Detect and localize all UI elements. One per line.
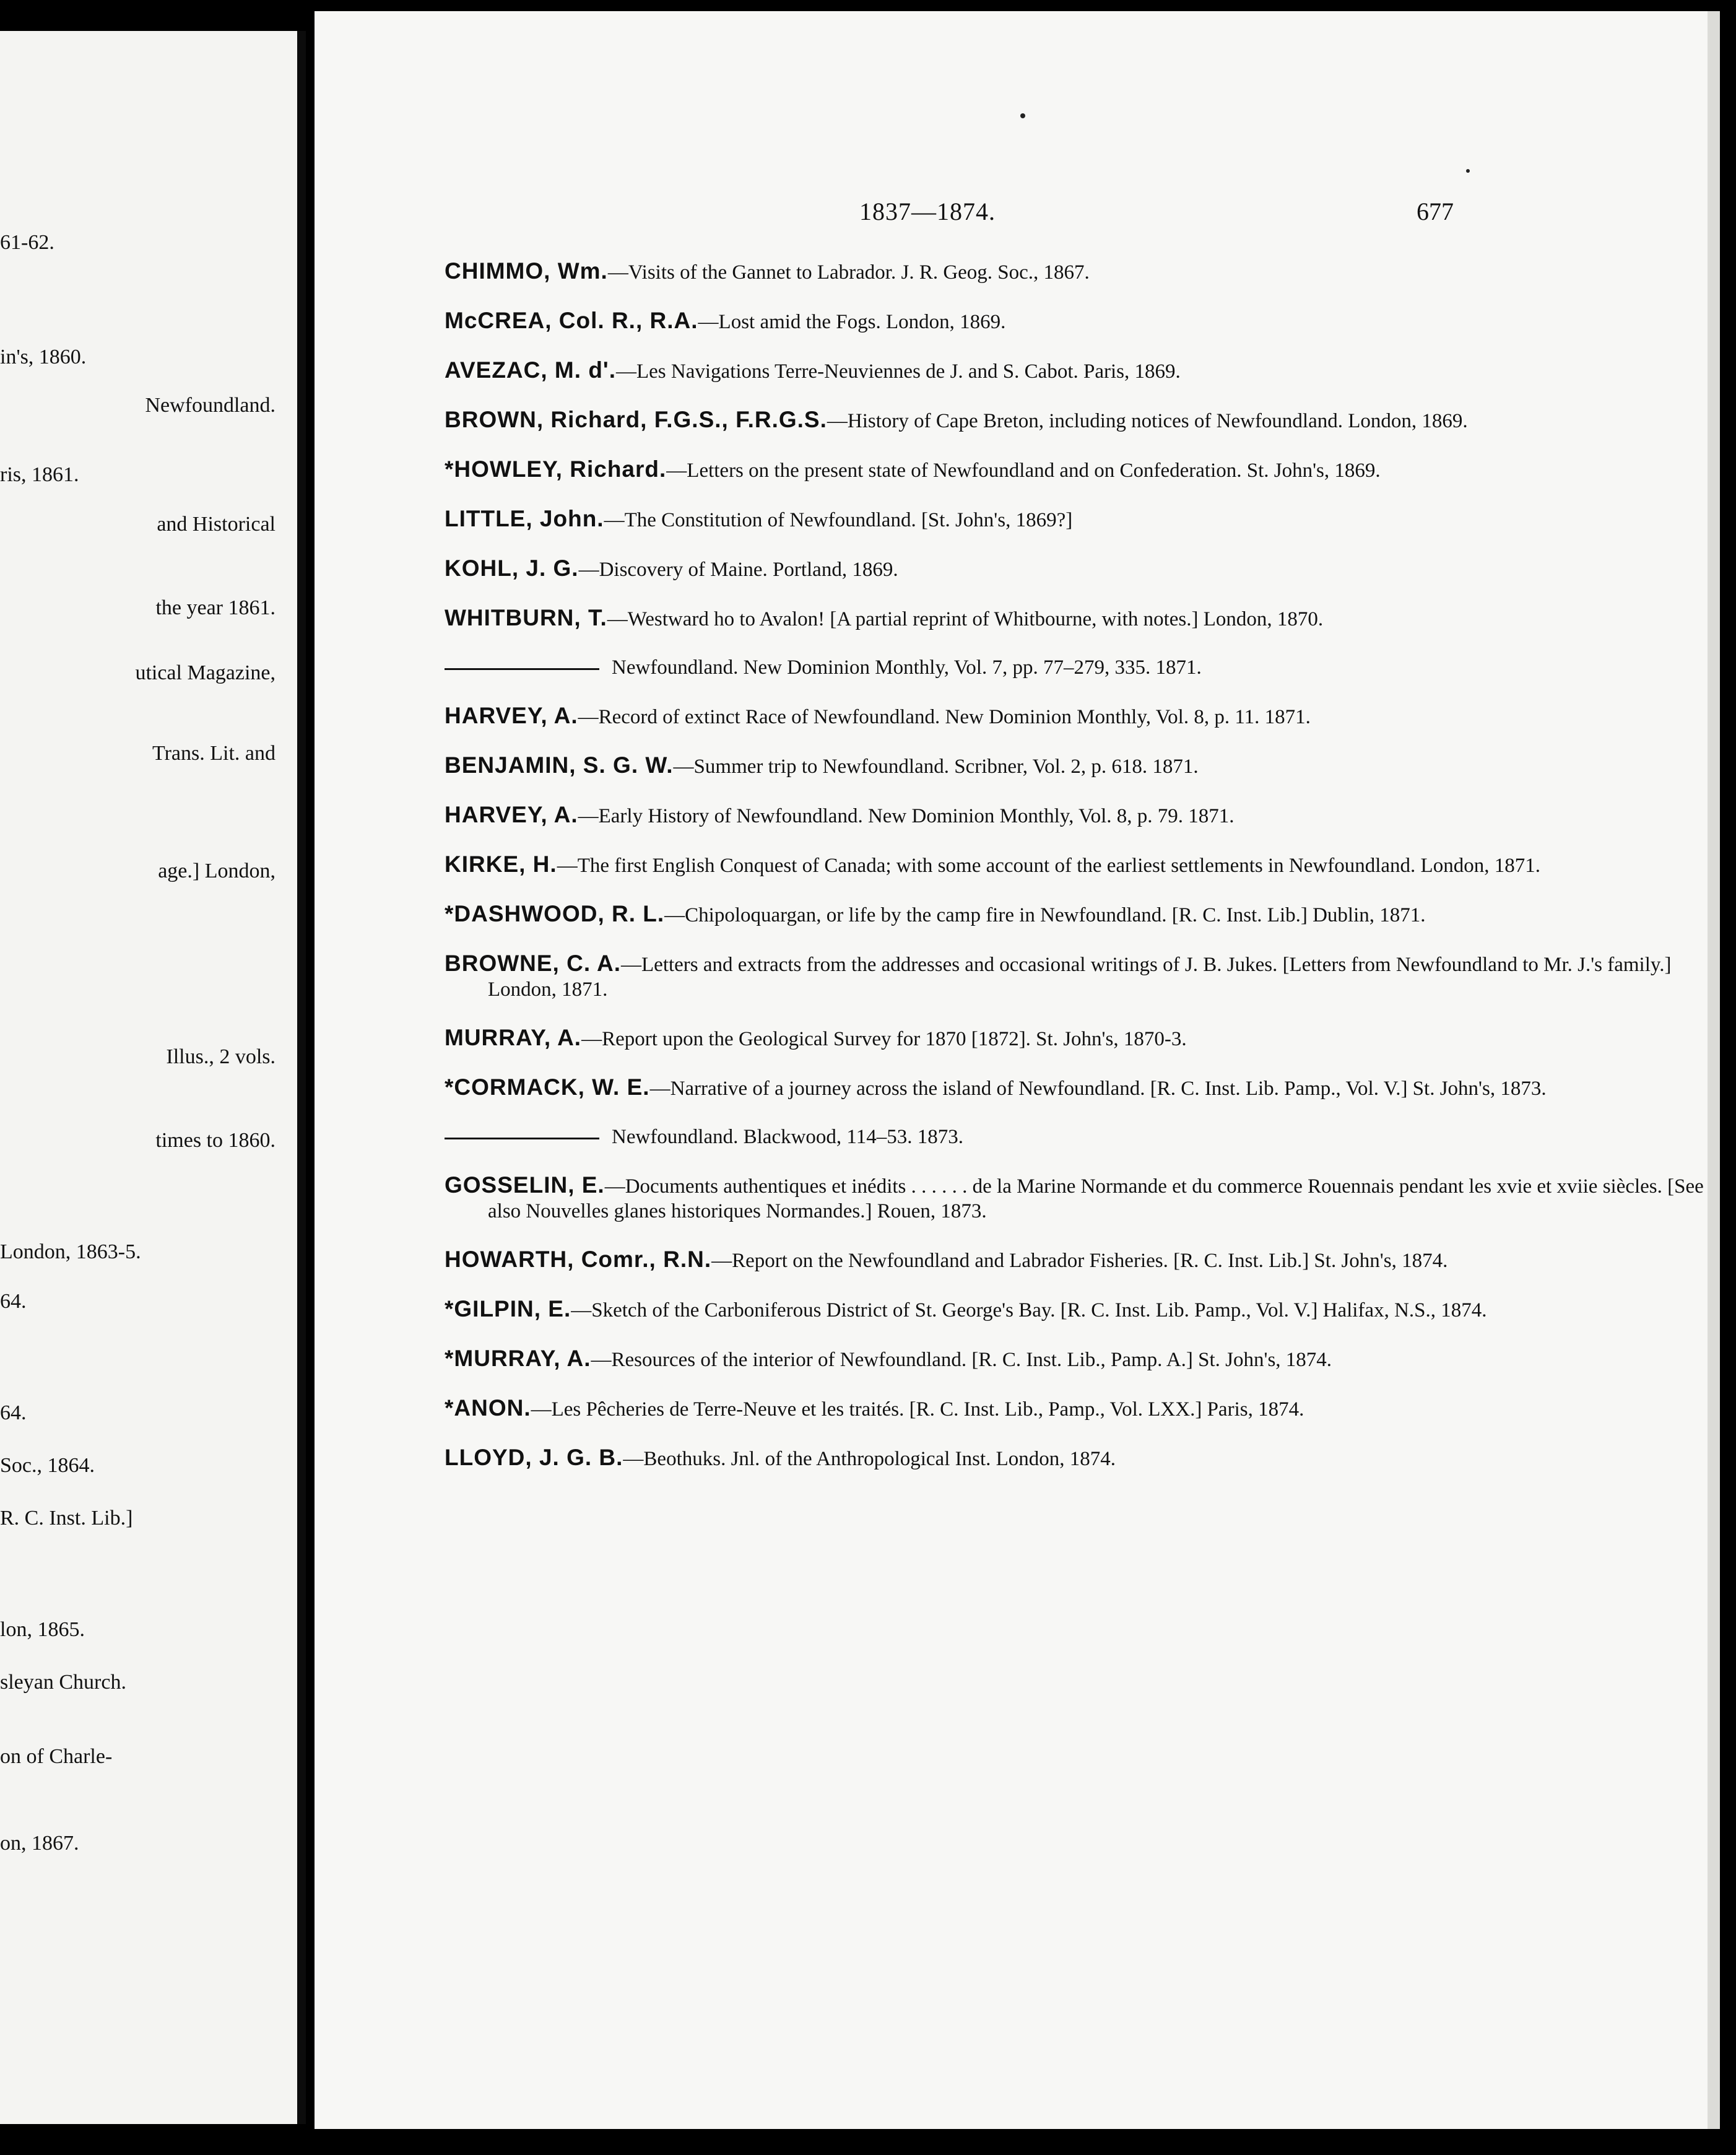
entry-author: HOWARTH, Comr., R.N. — [445, 1247, 712, 1272]
entry-author: KIRKE, H. — [445, 851, 557, 877]
left-fragment-line: London, 1863-5. — [0, 1240, 141, 1263]
entry-text: Newfoundland. Blackwood, 114–53. 1873. — [612, 1126, 963, 1148]
entry-author: *ANON. — [445, 1395, 531, 1421]
left-fragment-line: and Historical — [157, 513, 276, 536]
left-fragment-line: 61-62. — [0, 231, 54, 254]
entry-author: McCREA, Col. R., R.A. — [445, 308, 698, 333]
bibliography-entry — [445, 1247, 1736, 1273]
left-fragment-line: in's, 1860. — [0, 346, 87, 368]
bibliography-entry — [445, 1125, 1736, 1149]
page-header — [315, 197, 1708, 228]
bibliography-entry — [445, 703, 1736, 729]
entry-text: —Record of extinct Race of Newfoundland. New Dominion Monthly, Vol. 8, p. 11. 1871. — [578, 706, 1311, 728]
left-page-fragment — [0, 31, 297, 2124]
bibliography-entry — [445, 803, 1736, 829]
entry-text: —Report upon the Geological Survey for 1870 [1872]. St. John's, 1870-3. — [581, 1028, 1187, 1050]
ink-speck — [1466, 169, 1470, 173]
right-page — [315, 11, 1720, 2129]
entry-author: *GILPIN, E. — [445, 1296, 571, 1321]
left-fragment-line: on, 1867. — [0, 1832, 79, 1855]
entry-author: CHIMMO, Wm. — [445, 258, 608, 284]
ditto-rule — [445, 668, 599, 670]
bibliography-entry — [445, 507, 1736, 533]
bibliography-entry — [445, 1396, 1736, 1422]
entry-text: —Les Pêcheries de Terre-Neuve et les traités. [R. C. Inst. Lib., Pamp., Vol. LXX.] Paris, 1874. — [531, 1398, 1304, 1421]
entry-text: —Letters and extracts from the addresses and occasional writings of J. B. Jukes. [Letters from Newfoundland to Mr. J.'s family.] London, 1871. — [488, 954, 1672, 1001]
left-fragment-line: 64. — [0, 1290, 27, 1313]
entry-author: BENJAMIN, S. G. W. — [445, 752, 674, 778]
bibliography-entry — [445, 556, 1736, 582]
entry-text: —Early History of Newfoundland. New Dominion Monthly, Vol. 8, p. 79. 1871. — [578, 805, 1235, 827]
entry-text: —Lost amid the Fogs. London, 1869. — [698, 311, 1006, 333]
entry-author: *DASHWOOD, R. L. — [445, 901, 665, 926]
bibliography-entry — [445, 259, 1736, 285]
bibliography-entry — [445, 902, 1736, 928]
ditto-rule — [445, 1138, 599, 1139]
left-fragment-line: times to 1860. — [155, 1129, 276, 1152]
entry-author: AVEZAC, M. d'. — [445, 357, 616, 383]
entry-text: —Les Navigations Terre-Neuviennes de J. and S. Cabot. Paris, 1869. — [616, 360, 1181, 383]
entry-author: LLOYD, J. G. B. — [445, 1445, 623, 1470]
entry-text: —Discovery of Maine. Portland, 1869. — [578, 559, 898, 581]
bibliography-entry — [445, 358, 1736, 384]
left-fragment-line: Trans. Lit. and — [152, 742, 276, 765]
entry-text: —History of Cape Breton, including notices of Newfoundland. London, 1869. — [827, 410, 1468, 432]
left-fragment-line: lon, 1865. — [0, 1618, 85, 1641]
bibliography-entry — [445, 308, 1736, 334]
bibliography-entry — [445, 1075, 1736, 1101]
entry-text: —Narrative of a journey across the island of Newfoundland. [R. C. Inst. Lib. Pamp., Vol. V.] St. John's, 1873. — [649, 1078, 1547, 1100]
entry-text: —Visits of the Gannet to Labrador. J. R. Geog. Soc., 1867. — [607, 261, 1090, 284]
entry-author: *MURRAY, A. — [445, 1346, 591, 1371]
bibliography-entry — [445, 852, 1736, 878]
left-fragment-line: 64. — [0, 1401, 27, 1424]
entry-text: —Documents authentiques et inédits . . . . . . de la Marine Normande et du commerce Rouennais pendant les xvie et xviie siècles. [See also Nouvelles glanes historiques Normandes.] Rouen, 1873. — [488, 1175, 1704, 1222]
page-gutter — [297, 31, 306, 2124]
entry-author: KOHL, J. G. — [445, 555, 579, 581]
bibliography-entry — [445, 753, 1736, 779]
bibliography-entry — [445, 407, 1736, 433]
bibliography-entry — [445, 1025, 1736, 1051]
bibliography-entry — [445, 1297, 1736, 1323]
entry-text: —Resources of the interior of Newfoundland. [R. C. Inst. Lib., Pamp. A.] St. John's, 1874. — [591, 1349, 1332, 1371]
entry-author: BROWN, Richard, F.G.S., F.R.G.S. — [445, 407, 827, 432]
left-fragment-line: ris, 1861. — [0, 463, 79, 486]
entry-text: —Summer trip to Newfoundland. Scribner, Vol. 2, p. 618. 1871. — [673, 755, 1199, 778]
bibliography-entry — [445, 655, 1736, 680]
page-number: 677 — [1417, 198, 1454, 225]
entry-text: —Westward ho to Avalon! [A partial reprint of Whitbourne, with notes.] London, 1870. — [607, 608, 1324, 630]
entry-text: —Sketch of the Carboniferous District of St. George's Bay. [R. C. Inst. Lib. Pamp., Vol. V.] Halifax, N.S., 1874. — [571, 1299, 1487, 1321]
left-fragment-line: utical Magazine, — [135, 661, 276, 684]
bibliography-entry — [445, 1346, 1736, 1372]
entry-text: —Letters on the present state of Newfoundland and on Confederation. St. John's, 1869. — [666, 459, 1381, 482]
left-fragment-line: Newfoundland. — [145, 394, 276, 417]
left-fragment-line: on of Charle- — [0, 1745, 113, 1768]
left-fragment-line: Soc., 1864. — [0, 1454, 95, 1477]
left-fragment-line: Illus., 2 vols. — [166, 1045, 276, 1068]
entry-author: HARVEY, A. — [445, 802, 578, 827]
entry-author: LITTLE, John. — [445, 506, 604, 531]
bibliography-entries — [445, 259, 1736, 1495]
bibliography-entry — [445, 1173, 1736, 1224]
left-fragment-line: sleyan Church. — [0, 1671, 126, 1694]
left-fragment-line: R. C. Inst. Lib.] — [0, 1507, 133, 1530]
running-head: 1837—1874. — [859, 198, 996, 225]
ink-speck — [1020, 113, 1025, 118]
entry-author: MURRAY, A. — [445, 1025, 582, 1050]
entry-author: BROWNE, C. A. — [445, 951, 622, 976]
left-fragment-line: age.] London, — [158, 860, 276, 882]
entry-author: GOSSELIN, E. — [445, 1172, 605, 1198]
entry-text: Newfoundland. New Dominion Monthly, Vol. 7, pp. 77–279, 335. 1871. — [612, 656, 1202, 679]
entry-author: *CORMACK, W. E. — [445, 1074, 650, 1100]
bibliography-entry — [445, 606, 1736, 632]
entry-author: WHITBURN, T. — [445, 605, 607, 630]
entry-text: —The first English Conquest of Canada; with some account of the earliest settlements in Newfoundland. London, 1871. — [557, 855, 1540, 877]
entry-author: *HOWLEY, Richard. — [445, 456, 667, 482]
entry-text: —The Constitution of Newfoundland. [St. John's, 1869?] — [604, 509, 1073, 531]
left-fragment-line: the year 1861. — [155, 596, 276, 619]
bibliography-entry — [445, 457, 1736, 483]
entry-text: —Beothuks. Jnl. of the Anthropological Inst. London, 1874. — [623, 1448, 1116, 1470]
entry-text: —Report on the Newfoundland and Labrador Fisheries. [R. C. Inst. Lib.] St. John's, 1874. — [711, 1250, 1448, 1272]
entry-author: HARVEY, A. — [445, 703, 578, 728]
bibliography-entry — [445, 951, 1736, 1002]
bibliography-entry — [445, 1445, 1736, 1471]
entry-text: —Chipoloquargan, or life by the camp fire in Newfoundland. [R. C. Inst. Lib.] Dublin, 1871. — [664, 904, 1426, 926]
